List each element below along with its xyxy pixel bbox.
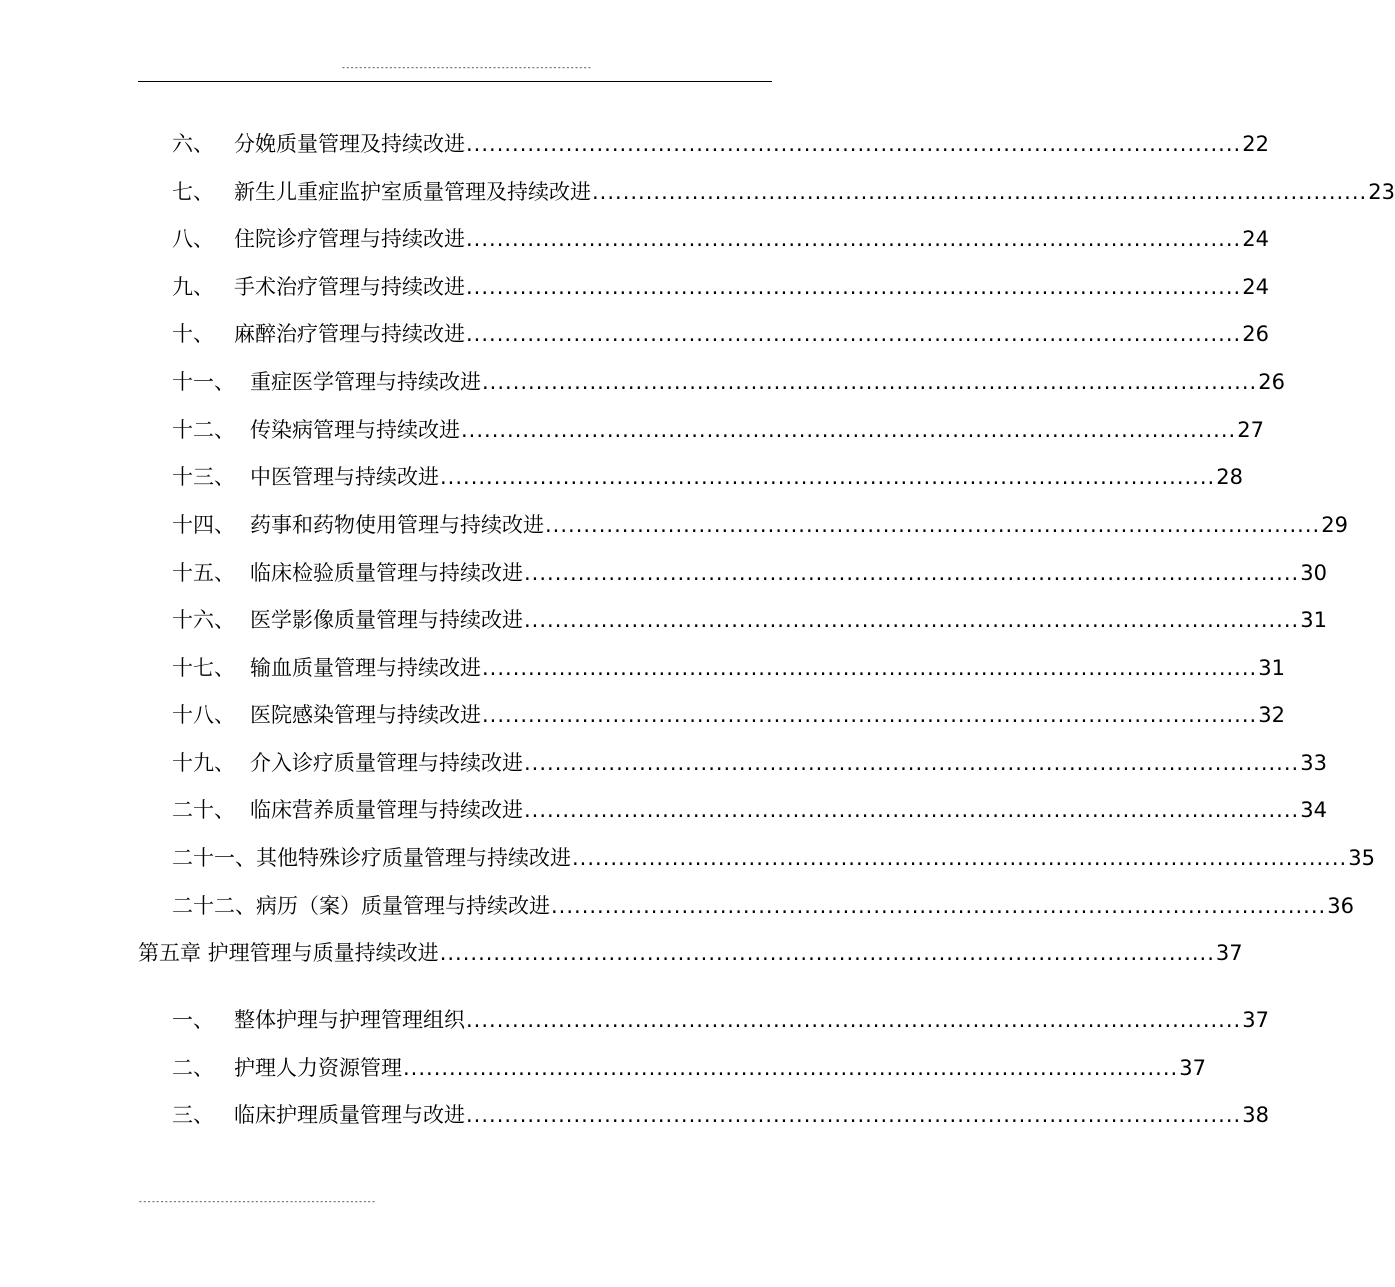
dot-leader: ..................................................................................................... (403, 1056, 1179, 1080)
toc-entry-page: 35 (1348, 846, 1375, 870)
toc-entry[interactable] (0, 556, 1327, 590)
toc-entry-number: 十四、 (172, 513, 235, 537)
toc-entry-title: 传染病管理与持续改进 (250, 418, 460, 442)
dot-leader: ..................................................................................................... (466, 1008, 1242, 1032)
toc-entry-page: 26 (1242, 322, 1269, 346)
toc-entry-title: 重症医学管理与持续改进 (250, 370, 481, 394)
dot-leader: ..................................................................................................... (551, 894, 1327, 918)
toc-entry[interactable] (0, 603, 1327, 637)
toc-entry-title: 整体护理与护理管理组织 (234, 1008, 465, 1032)
toc-entry-page: 23 (1368, 180, 1395, 204)
toc-entry-title: 护理人力资源管理 (234, 1056, 402, 1080)
dot-leader: ..................................................................................................... (482, 656, 1258, 680)
toc-entry-page: 29 (1321, 513, 1348, 537)
toc-entry[interactable] (0, 889, 1354, 923)
toc-entry-title: 医院感染管理与持续改进 (250, 703, 481, 727)
dot-leader: ..................................................................................................... (524, 608, 1300, 632)
toc-entry[interactable] (0, 841, 1375, 875)
toc-entry-title: 临床检验质量管理与持续改进 (250, 561, 523, 585)
toc-entry-title: 中医管理与持续改进 (250, 465, 439, 489)
dot-leader: ..................................................................................................... (572, 846, 1348, 870)
toc-entry-page: 31 (1300, 608, 1327, 632)
toc-entry-page: 27 (1237, 418, 1264, 442)
toc-entry-page: 37 (1242, 1008, 1269, 1032)
toc-entry[interactable] (0, 508, 1348, 542)
toc-entry-number: 三、 (172, 1103, 214, 1127)
toc-entry-number: 二十、 (172, 798, 235, 822)
toc-entry-number: 一、 (172, 1008, 214, 1032)
toc-entry-number: 七、 (172, 180, 214, 204)
toc-entry-title: 输血质量管理与持续改进 (250, 656, 481, 680)
dot-leader: ..................................................................................................... (466, 275, 1242, 299)
toc-entry-title: 住院诊疗管理与持续改进 (234, 227, 465, 251)
toc-entry-title: 临床护理质量管理与改进 (234, 1103, 465, 1127)
toc-chapter-title: 第五章 护理管理与质量持续改进 (138, 941, 439, 965)
toc-entry-page: 24 (1242, 275, 1269, 299)
toc-entry-title: 医学影像质量管理与持续改进 (250, 608, 523, 632)
toc-entry[interactable] (0, 365, 1285, 399)
toc-entry[interactable] (0, 1098, 1269, 1132)
toc-entry-number: 十五、 (172, 561, 235, 585)
toc-entry-number: 十三、 (172, 465, 235, 489)
toc-entry[interactable] (0, 270, 1269, 304)
dot-leader: ..................................................................................................... (439, 941, 1215, 965)
toc-entry-page: 34 (1300, 798, 1327, 822)
toc-entry[interactable] (0, 1051, 1206, 1085)
toc-entry[interactable] (0, 698, 1285, 732)
toc-entry-page: 36 (1327, 894, 1354, 918)
toc-entry-title: 麻醉治疗管理与持续改进 (234, 322, 465, 346)
toc-entry[interactable] (0, 793, 1327, 827)
toc-entry-page: 22 (1242, 132, 1269, 156)
toc-chapter-entry[interactable] (0, 936, 1243, 970)
dot-leader: ..................................................................................................... (466, 227, 1242, 251)
dot-leader: ..................................................................................................... (592, 180, 1368, 204)
toc-entry-number: 十九、 (172, 751, 235, 775)
dot-leader: ..................................................................................................... (524, 561, 1300, 585)
toc-entry[interactable] (0, 651, 1285, 685)
toc-entry[interactable] (0, 127, 1269, 161)
toc-entry-title: 手术治疗管理与持续改进 (234, 275, 465, 299)
toc-entry-page: 38 (1242, 1103, 1269, 1127)
toc-entry-title: 新生儿重症监护室质量管理及持续改进 (234, 180, 591, 204)
dot-leader: ..................................................................................................... (440, 465, 1216, 489)
toc-entry-number: 十一、 (172, 370, 235, 394)
toc-entry-title: 临床营养质量管理与持续改进 (250, 798, 523, 822)
toc-entry-number: 十八、 (172, 703, 235, 727)
toc-entry-number: 十六、 (172, 608, 235, 632)
dot-leader: ..................................................................................................... (524, 751, 1300, 775)
toc-entry-title: 药事和药物使用管理与持续改进 (250, 513, 544, 537)
toc-entry-title: 分娩质量管理及持续改进 (234, 132, 465, 156)
toc-entry-number: 二、 (172, 1056, 214, 1080)
toc-entry-title: 介入诊疗质量管理与持续改进 (250, 751, 523, 775)
toc-entry-number: 六、 (172, 132, 214, 156)
toc-entry-page: 26 (1258, 370, 1285, 394)
toc-entry[interactable] (0, 460, 1243, 494)
toc-entry-page: 24 (1242, 227, 1269, 251)
toc-entry-number: 九、 (172, 275, 214, 299)
toc-entry[interactable] (0, 746, 1327, 780)
toc-entry-page: 37 (1179, 1056, 1206, 1080)
toc-entry-page: 33 (1300, 751, 1327, 775)
toc-entry[interactable] (0, 317, 1269, 351)
toc-entry[interactable] (0, 413, 1264, 447)
dot-leader: ..................................................................................................... (466, 1103, 1242, 1127)
toc-entry-number: 十二、 (172, 418, 235, 442)
toc-entry-number: 八、 (172, 227, 214, 251)
dot-leader: ..................................................................................................... (482, 703, 1258, 727)
toc-entry-page: 37 (1215, 941, 1243, 965)
toc-entry[interactable] (0, 175, 1395, 209)
toc-entry[interactable] (0, 1003, 1269, 1037)
toc-entry-number: 十、 (172, 322, 214, 346)
footer-dashes: ------------------------------------------------------- (138, 1197, 376, 1206)
toc-entry-title: 二十二、病历（案）质量管理与持续改进 (172, 894, 550, 918)
dot-leader: ..................................................................................................... (482, 370, 1258, 394)
header-dashes: ---------------------------------------------------------- (341, 63, 592, 72)
toc-entry-page: 28 (1216, 465, 1243, 489)
toc-entry-title: 二十一、其他特殊诊疗质量管理与持续改进 (172, 846, 571, 870)
dot-leader: ..................................................................................................... (461, 418, 1237, 442)
dot-leader: ..................................................................................................... (545, 513, 1321, 537)
toc-entry-page: 32 (1258, 703, 1285, 727)
toc-entry-page: 31 (1258, 656, 1285, 680)
dot-leader: ..................................................................................................... (466, 322, 1242, 346)
dot-leader: ..................................................................................................... (466, 132, 1242, 156)
toc-entry-number: 十七、 (172, 656, 235, 680)
toc-entry-page: 30 (1300, 561, 1327, 585)
dot-leader: ..................................................................................................... (524, 798, 1300, 822)
toc-entry[interactable] (0, 222, 1269, 256)
